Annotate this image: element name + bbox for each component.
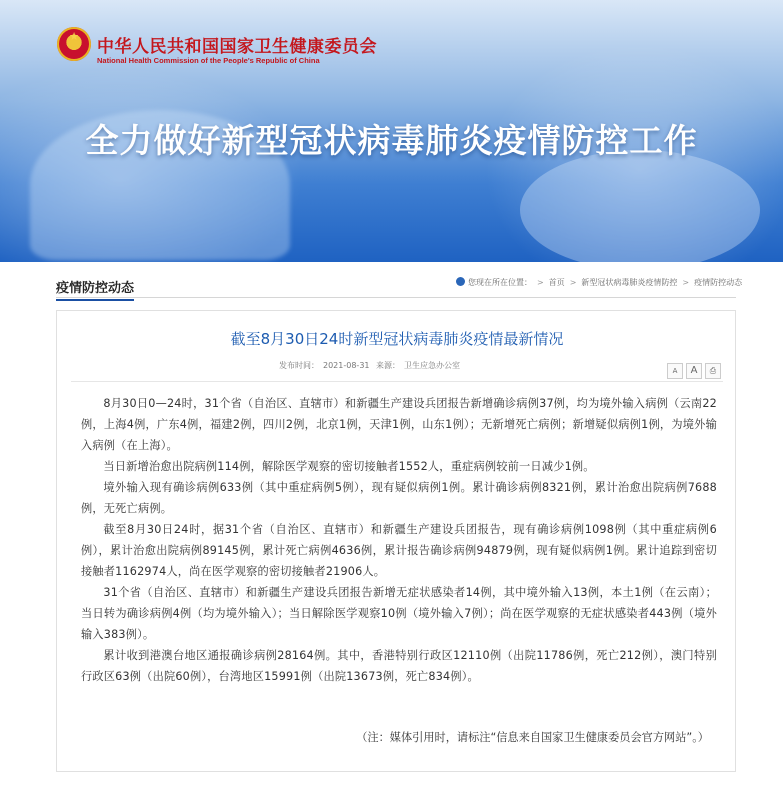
article-divider xyxy=(71,381,723,382)
article-panel xyxy=(56,310,736,772)
article-meta xyxy=(279,360,464,371)
breadcrumb-separator: > xyxy=(682,278,690,287)
org-name-cn[interactable]: 中华人民共和国国家卫生健康委员会 xyxy=(97,37,377,57)
article-paragraph: 8月30日0—24时，31个省（自治区、直辖市）和新疆生产建设兵团报告新增确诊病例37例，均为境外输入病例（云南22例，上海4例，广东4例，福建2例，四川2例，北京1例，天津1例，山东1例）；无新增死亡病例；新增疑似病例1例，为境外输入病例（在上海）。 xyxy=(81,397,717,452)
section-divider xyxy=(56,297,736,298)
breadcrumb xyxy=(456,277,742,288)
source-value: 卫生应急办公室 xyxy=(404,361,461,370)
article-paragraph: 当日新增治愈出院病例114例，解除医学观察的密切接触者1552人，重症病例较前一日减少1例。 xyxy=(103,460,595,473)
article-tools xyxy=(664,358,721,379)
header-banner xyxy=(0,0,783,262)
banner-background-figure xyxy=(520,150,760,262)
source-label: 来源： xyxy=(376,361,401,370)
section-title[interactable]: 疫情防控动态 xyxy=(56,277,134,301)
font-smaller-button[interactable]: A xyxy=(667,363,683,379)
article-title: 截至8月30日24时新型冠状病毒肺炎疫情最新情况 xyxy=(230,330,564,348)
article-body xyxy=(81,393,717,687)
publish-date-label: 发布时间： xyxy=(279,361,319,370)
article-paragraph: 境外输入现有确诊病例633例（其中重症病例5例），现有疑似病例1例。累计确诊病例8321例，累计治愈出院病例7688例，无死亡病例。 xyxy=(81,481,717,515)
print-button[interactable]: ⎙ xyxy=(705,363,721,379)
location-pin-icon xyxy=(456,277,465,286)
banner-slogan: 全力做好新型冠状病毒肺炎疫情防控工作 xyxy=(85,121,698,160)
breadcrumb-link-home[interactable]: 首页 xyxy=(548,278,565,287)
breadcrumb-prefix: 您现在所在位置： xyxy=(468,278,532,287)
breadcrumb-link-current[interactable]: 疫情防控动态 xyxy=(694,278,743,287)
article-paragraph: 累计收到港澳台地区通报确诊病例28164例。其中，香港特别行政区12110例（出院11786例，死亡212例），澳门特别行政区63例（出院60例），台湾地区15991例（出院13673例，死亡834例）。 xyxy=(81,649,717,683)
citation-note: （注：媒体引用时，请标注“信息来自国家卫生健康委员会官方网站”。） xyxy=(356,731,709,744)
breadcrumb-separator: > xyxy=(569,278,577,287)
publish-date: 2021-08-31 xyxy=(323,361,370,370)
breadcrumb-separator: > xyxy=(537,278,544,287)
font-larger-button[interactable]: A xyxy=(686,363,702,379)
article-paragraph: 截至8月30日24时，据31个省（自治区、直辖市）和新疆生产建设兵团报告，现有确诊病例1098例（其中重症病例6例），累计治愈出院病例89145例，累计死亡病例4636例，累计报告确诊病例94879例，现有疑似病例1例。累计追踪到密切接触者1162974人，尚在医学观察的密切接触者21906人。 xyxy=(81,523,717,578)
breadcrumb-link-epidemic[interactable]: 新型冠状病毒肺炎疫情防控 xyxy=(581,278,678,287)
national-emblem-logo[interactable] xyxy=(57,27,91,61)
org-name-en: National Health Commission of the People's Republic of China xyxy=(97,56,320,65)
article-paragraph: 31个省（自治区、直辖市）和新疆生产建设兵团报告新增无症状感染者14例，其中境外输入13例，本土1例（在云南）；当日转为确诊病例4例（均为境外输入）；当日解除医学观察10例（境外输入7例）；尚在医学观察的无症状感染者443例（境外输入383例）。 xyxy=(81,586,717,641)
